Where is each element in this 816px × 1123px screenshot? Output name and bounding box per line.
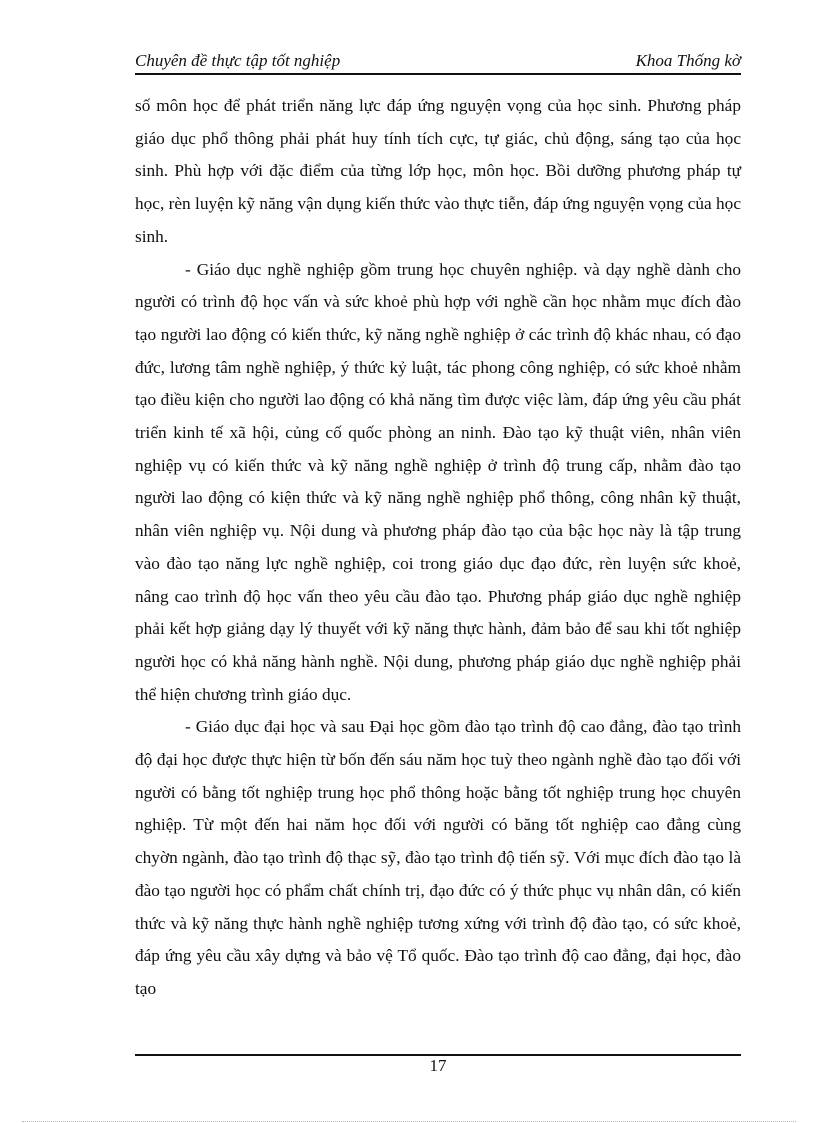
body-text: [135, 90, 741, 1006]
paragraph-higher-education: - Giáo dục đại học và sau Đại học gồm đào tạo trình độ cao đẳng, đào tạo trình độ đại học được thực hiện từ bốn đến sáu năm học tuỳ theo ngành nghề đào tạo đối với người có bằng tốt nghiệp trung học phổ thông hoặc bằng tốt nghiệp trung học chuyên nghiệp. Từ một đến hai năm học đối với người có băng tốt nghiệp cao đẳng cùng chyờn ngành, đào tạo trình độ thạc sỹ, đào tạo trình độ tiến sỹ. Với mục đích đào tạo là đào tạo người học có phẩm chất chính trị, đạo đức có ý thức phục vụ nhân dân, có kiến thức và kỹ năng thực hành nghề nghiệp tương xứng với trình độ đào tạo, có sức khoẻ, đáp ứng yêu cầu xây dựng và bảo vệ Tổ quốc. Đào tạo trình độ cao đẳng, đại học, đào tạo: [135, 717, 741, 998]
page-header: [135, 49, 741, 75]
page-bottom-edge: [22, 1121, 796, 1122]
paragraph-continuation: số môn học để phát triển năng lực đáp ứng nguyện vọng của học sinh. Phương pháp giáo dục phổ thông phải phát huy tính tích cực, tự giác, chủ động, sáng tạo của học sinh. Phù hợp với đặc điểm của từng lớp học, môn học. Bồi dưỡng phương pháp tự học, rèn luyện kỹ năng vận dụng kiến thức vào thực tiễn, đáp ứng nguyện vọng của học sinh.: [135, 96, 741, 246]
header-document-title: Chuyên đề thực tập tốt nghiệp: [135, 51, 341, 70]
page-number: 17: [429, 1056, 447, 1075]
header-faculty-name: Khoa Thống kờ: [635, 51, 741, 70]
paragraph-vocational-education: - Giáo dục nghề nghiệp gồm trung học chuyên nghiệp. và dạy nghề dành cho người có trình độ học vấn và sức khoẻ phù hợp với nghề cần học nhằm mục đích đào tạo người lao động có kiến thức, kỹ năng nghề nghiệp ở các trình độ khác nhau, có đạo đức, lương tâm nghề nghiệp, ý thức kỷ luật, tác phong công nghiệp, có sức khoẻ nhằm tạo điều kiện cho người lao động có khả năng tìm được việc làm, đáp ứng yêu cầu phát triển kinh tế xã hội, củng cố quốc phòng an ninh. Đào tạo kỹ thuật viên, nhân viên nghiệp vụ có kiến thức và kỹ năng nghề nghiệp ở trình độ trung cấp, nhằm đào tạo người lao động có kiện thức và kỹ năng nghề nghiệp phổ thông, công nhân kỹ thuật, nhân viên nghiệp vụ. Nội dung và phương pháp đào tạo của bậc học này là tập trung vào đào tạo năng lực nghề nghiệp, coi trong giáo dục đạo đức, rèn luyện sức khoẻ, nâng cao trình độ học vấn theo yêu cầu đào tạo. Phương pháp giáo dục nghề nghiệp phải kết hợp giảng dạy lý thuyết với kỹ năng thực hành, đảm bảo để sau khi tốt nghiệp người học có khả năng hành nghề. Nội dung, phương pháp giáo dục nghề nghiệp phải thể hiện chương trình giáo dục.: [135, 259, 741, 704]
